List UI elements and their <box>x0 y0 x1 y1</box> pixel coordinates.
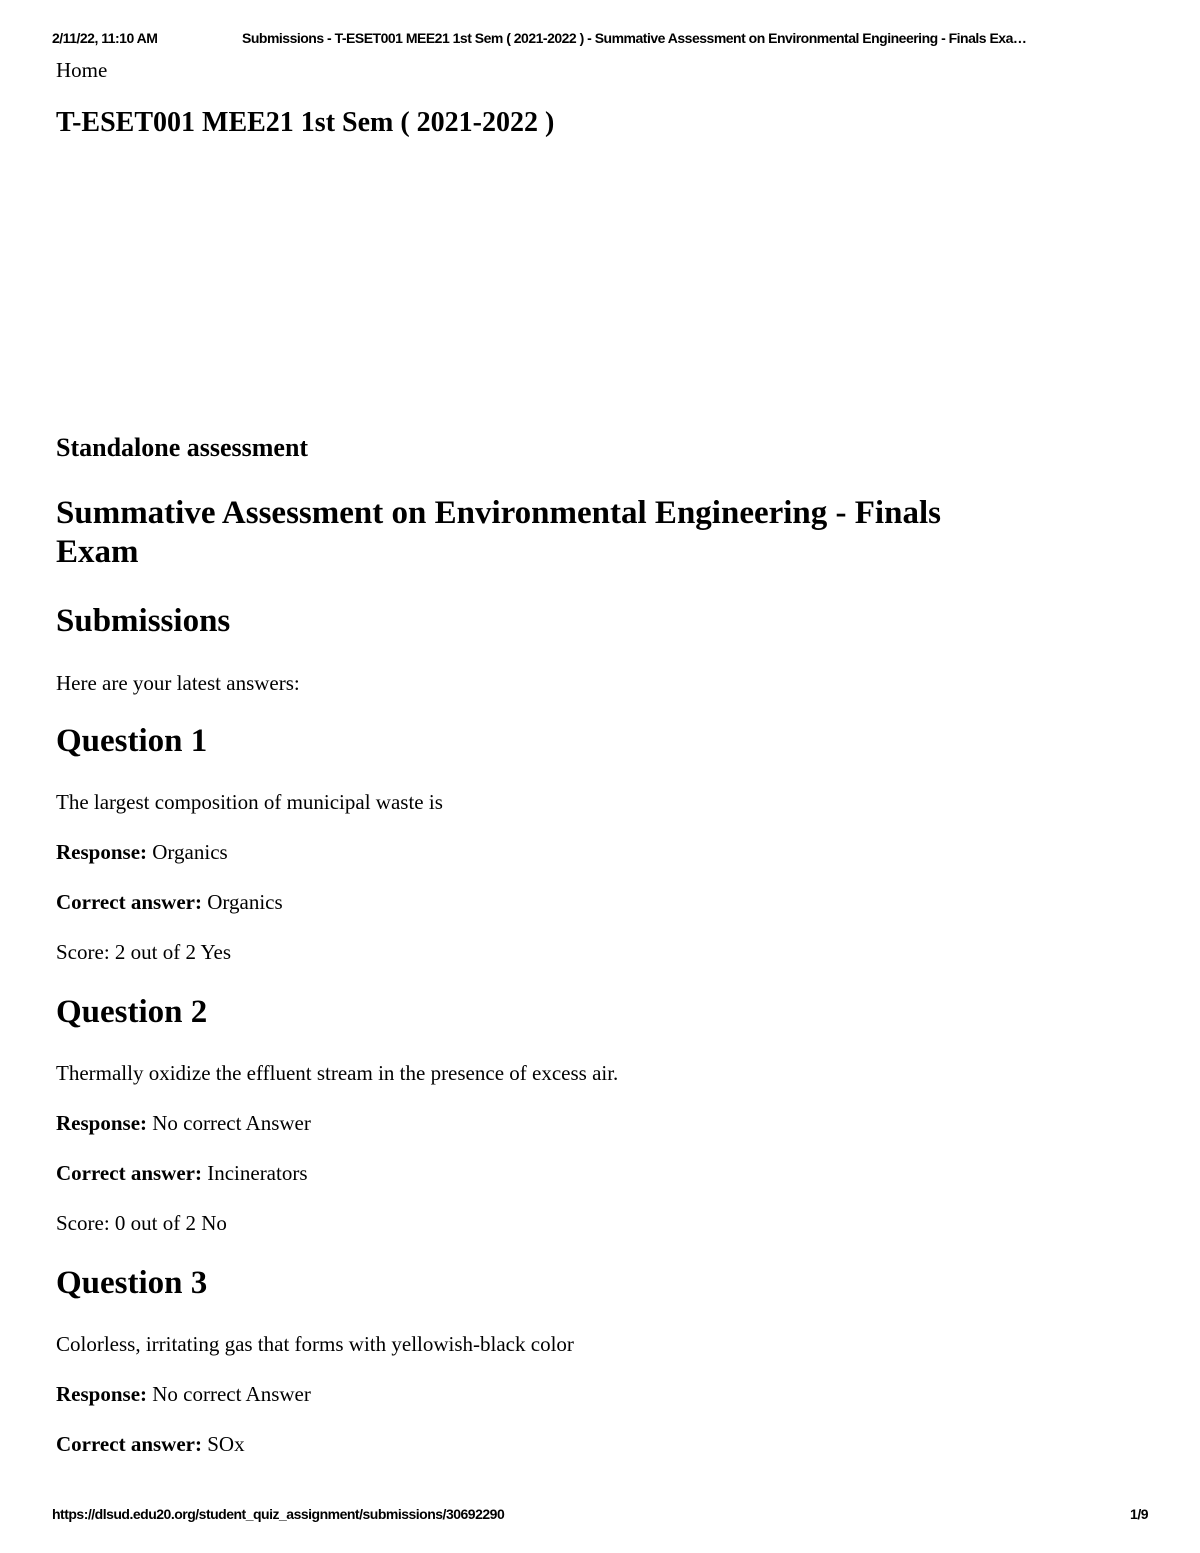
response-line <box>56 1380 1146 1408</box>
response-line <box>56 838 1146 866</box>
question-text: Thermally oxidize the effluent stream in the presence of excess air. <box>56 1061 619 1085</box>
main-content <box>56 56 1146 1458</box>
course-title: T-ESET001 MEE21 1st Sem ( 2021-2022 ) <box>56 107 555 138</box>
print-datetime: 2/11/22, 11:10 AM <box>52 30 158 46</box>
correct-answer-label: Correct answer: <box>56 890 202 914</box>
submissions-heading: Submissions <box>56 603 231 639</box>
question-heading: Question 2 <box>56 994 208 1030</box>
question-heading: Question 3 <box>56 1265 208 1301</box>
response-label: Response: <box>56 840 148 864</box>
correct-answer-value: Incinerators <box>207 1161 308 1185</box>
submissions-intro: Here are your latest answers: <box>56 671 300 695</box>
response-label: Response: <box>56 1111 148 1135</box>
question-text: The largest composition of municipal waste is <box>56 790 443 814</box>
print-footer <box>52 1506 1148 1526</box>
assessment-kind: Standalone assessment <box>56 433 309 462</box>
response-value: No correct Answer <box>152 1382 311 1406</box>
question-heading: Question 1 <box>56 723 208 759</box>
correct-answer-value: SOx <box>207 1432 245 1456</box>
print-url: https://dlsud.edu20.org/student_quiz_assignment/submissions/30692290 <box>52 1506 505 1522</box>
question-2 <box>56 993 1146 1237</box>
response-label: Response: <box>56 1382 148 1406</box>
print-page-title: Submissions - T-ESET001 MEE21 1st Sem ( 2021-2022 ) - Summative Assessment on Environmental Engineering - Finals Exa… <box>242 30 1027 46</box>
home-link[interactable]: Home <box>56 58 108 82</box>
question-3 <box>56 1264 1146 1458</box>
question-1 <box>56 722 1146 966</box>
correct-answer-line <box>56 1430 1146 1458</box>
correct-answer-label: Correct answer: <box>56 1161 202 1185</box>
correct-answer-value: Organics <box>207 890 283 914</box>
print-header <box>52 30 1148 50</box>
correct-answer-line <box>56 888 1146 916</box>
score-line: Score: 0 out of 2 No <box>56 1211 227 1235</box>
response-value: No correct Answer <box>152 1111 311 1135</box>
correct-answer-label: Correct answer: <box>56 1432 202 1456</box>
correct-answer-line <box>56 1159 1146 1187</box>
score-line: Score: 2 out of 2 Yes <box>56 940 232 964</box>
question-text: Colorless, irritating gas that forms with yellowish-black color <box>56 1332 574 1356</box>
response-value: Organics <box>152 840 228 864</box>
print-page-number: 1/9 <box>1130 1506 1148 1522</box>
assessment-title: Summative Assessment on Environmental Engineering - Finals Exam <box>56 495 941 570</box>
response-line <box>56 1109 1146 1137</box>
